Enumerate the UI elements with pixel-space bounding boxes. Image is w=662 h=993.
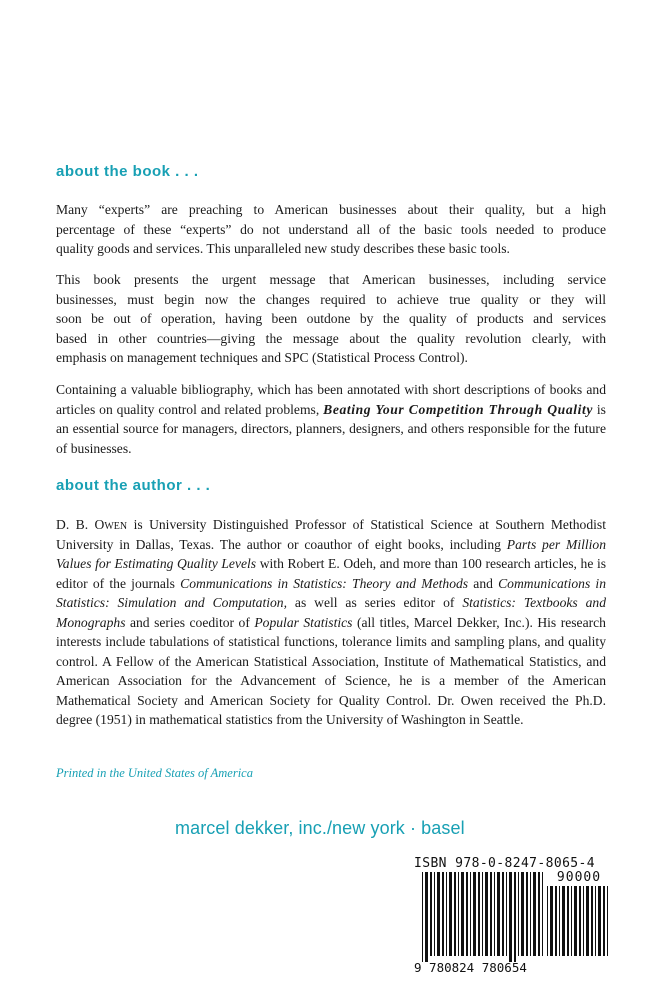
about-book-paragraph-3 — [56, 380, 606, 458]
barcode-bar — [542, 872, 543, 956]
text-line: This book presents the urgent message that American businesses, including service — [56, 272, 606, 287]
barcode-bar — [562, 886, 565, 956]
barcode-bar — [586, 886, 589, 956]
addon-barcode-bars — [547, 886, 611, 962]
about-author-heading: about the author . . . — [56, 477, 211, 494]
barcode-bar — [461, 872, 464, 956]
barcode-bar — [478, 872, 480, 956]
barcode-bar — [494, 872, 495, 956]
ean-barcode-bars — [422, 872, 546, 962]
publisher-imprint: marcel dekker, inc./new york · basel — [175, 818, 465, 838]
barcode-bar — [603, 886, 605, 956]
text-line: quality goods and services. This unparalleled new study describes these basic tools. — [56, 241, 510, 256]
addon-digits: 90000 — [556, 870, 602, 885]
barcode-bar — [598, 886, 601, 956]
barcode-bar — [591, 886, 593, 956]
ean-digits: 9 780824 780654 — [414, 960, 527, 975]
author-text: as well as series editor of — [294, 595, 455, 610]
journal-ref: Communications in Statistics: Simulation and Computation, — [56, 575, 606, 610]
author-text: with Robert E. Odeh, and more than 100 research articles, he is editor of the journals — [56, 556, 607, 591]
barcode-bar — [482, 872, 483, 956]
barcode-bar — [530, 872, 531, 956]
barcode-bar — [422, 872, 423, 962]
barcode-bar — [446, 872, 447, 956]
barcode-bar — [473, 872, 476, 956]
about-book-heading: about the book . . . — [56, 163, 199, 180]
barcode-bar — [490, 872, 492, 956]
barcode-bar — [526, 872, 528, 956]
author-text: and series coeditor of — [129, 614, 250, 630]
barcode-bar — [533, 872, 536, 956]
barcode-bar — [579, 886, 581, 956]
isbn-barcode — [414, 856, 614, 978]
series-ref: Statistics: Textbooks and Monographs — [56, 595, 606, 630]
barcode-bar — [454, 872, 456, 956]
about-book-paragraph-1 — [56, 200, 606, 259]
barcode-bar — [559, 886, 560, 956]
text-line: businesses, must begin now the changes required to achieve true quality or they will — [56, 291, 606, 307]
barcode-bar — [437, 872, 440, 956]
barcode-bar — [497, 872, 500, 956]
text-line: percentage of these “experts” do not understand all of the basic tools needed to produce — [56, 221, 606, 237]
text-line: emphasis on management techniques and SPC (Statistical Process Control). — [56, 350, 468, 365]
text-line: based in other countries—giving the message about the quality revolution clearly, with — [56, 330, 606, 346]
barcode-bar — [583, 886, 584, 956]
book-ref: Parts per Million Values for Estimating Quality Levels — [56, 536, 607, 571]
barcode-bar — [485, 872, 488, 956]
barcode-bar — [506, 872, 507, 956]
author-text: is University Distinguished Professor of Statistical Science at Southern Methodist University in Dallas, Texas. The author or coauthor of eight books, including — [56, 517, 606, 552]
barcode-bar — [571, 886, 572, 956]
about-author-paragraph — [56, 515, 606, 730]
isbn-number: ISBN 978-0-8247-8065-4 — [414, 856, 595, 871]
text-line: soon be out of operation, having been outdone by the quality of products and services — [56, 311, 606, 326]
barcode-bar — [458, 872, 459, 956]
barcode-bar — [595, 886, 596, 956]
barcode-bar — [567, 886, 569, 956]
barcode-bar — [518, 872, 519, 956]
barcode-bar — [470, 872, 471, 956]
barcode-bar — [430, 872, 432, 956]
printed-in-line: Printed in the United States of America — [56, 766, 253, 780]
barcode-bar — [425, 872, 428, 962]
barcode-bar — [555, 886, 557, 956]
barcode-bar — [574, 886, 577, 956]
author-initials: D. B. — [56, 517, 89, 532]
barcode-bar — [514, 872, 516, 962]
book-title: Beating Your Competition Through Quality — [323, 401, 593, 417]
barcode-bar — [449, 872, 452, 956]
barcode-bar — [466, 872, 468, 956]
barcode-bar — [547, 886, 548, 956]
about-book-paragraph-2 — [56, 270, 606, 368]
author-text: (all titles, Marcel Dekker, Inc.). His research interests include tabulations of statistical functions, tolerance limits and sampling plans, and quality control. A Fellow of the American Statistical Association, Institute of Mathematical Statistics, and American Association for the Advancement of Science, he is a member of the American Mathematical Society and American Society for Quality Control. Dr. Owen received the Ph.D. degree (1951) in mathematical statistics from the University of Washington in Seattle. — [56, 614, 606, 727]
barcode-bar — [502, 872, 504, 956]
p3-text-a: Containing a valuable bibliography, which has been annotated with short descriptions of books and articles on quality control and related problems, — [56, 382, 606, 417]
author-last-name: Owen — [94, 517, 128, 532]
journal-ref: Communications in Statistics: Theory and Methods — [180, 575, 469, 591]
author-text: and — [473, 575, 493, 591]
barcode-bar — [434, 872, 435, 956]
barcode-bar — [509, 872, 512, 962]
barcode-bar — [550, 886, 553, 956]
text-line: Many “experts” are preaching to American businesses about their quality, but a high — [56, 202, 606, 217]
barcode-bar — [521, 872, 524, 956]
barcode-bar — [442, 872, 444, 956]
barcode-bar — [538, 872, 540, 956]
series-ref: Popular Statistics — [254, 614, 353, 630]
p3-text-b: is an essential source for managers, directors, planners, designers, and others responsible for the future of businesses. — [56, 401, 606, 456]
barcode-bar — [607, 886, 608, 956]
